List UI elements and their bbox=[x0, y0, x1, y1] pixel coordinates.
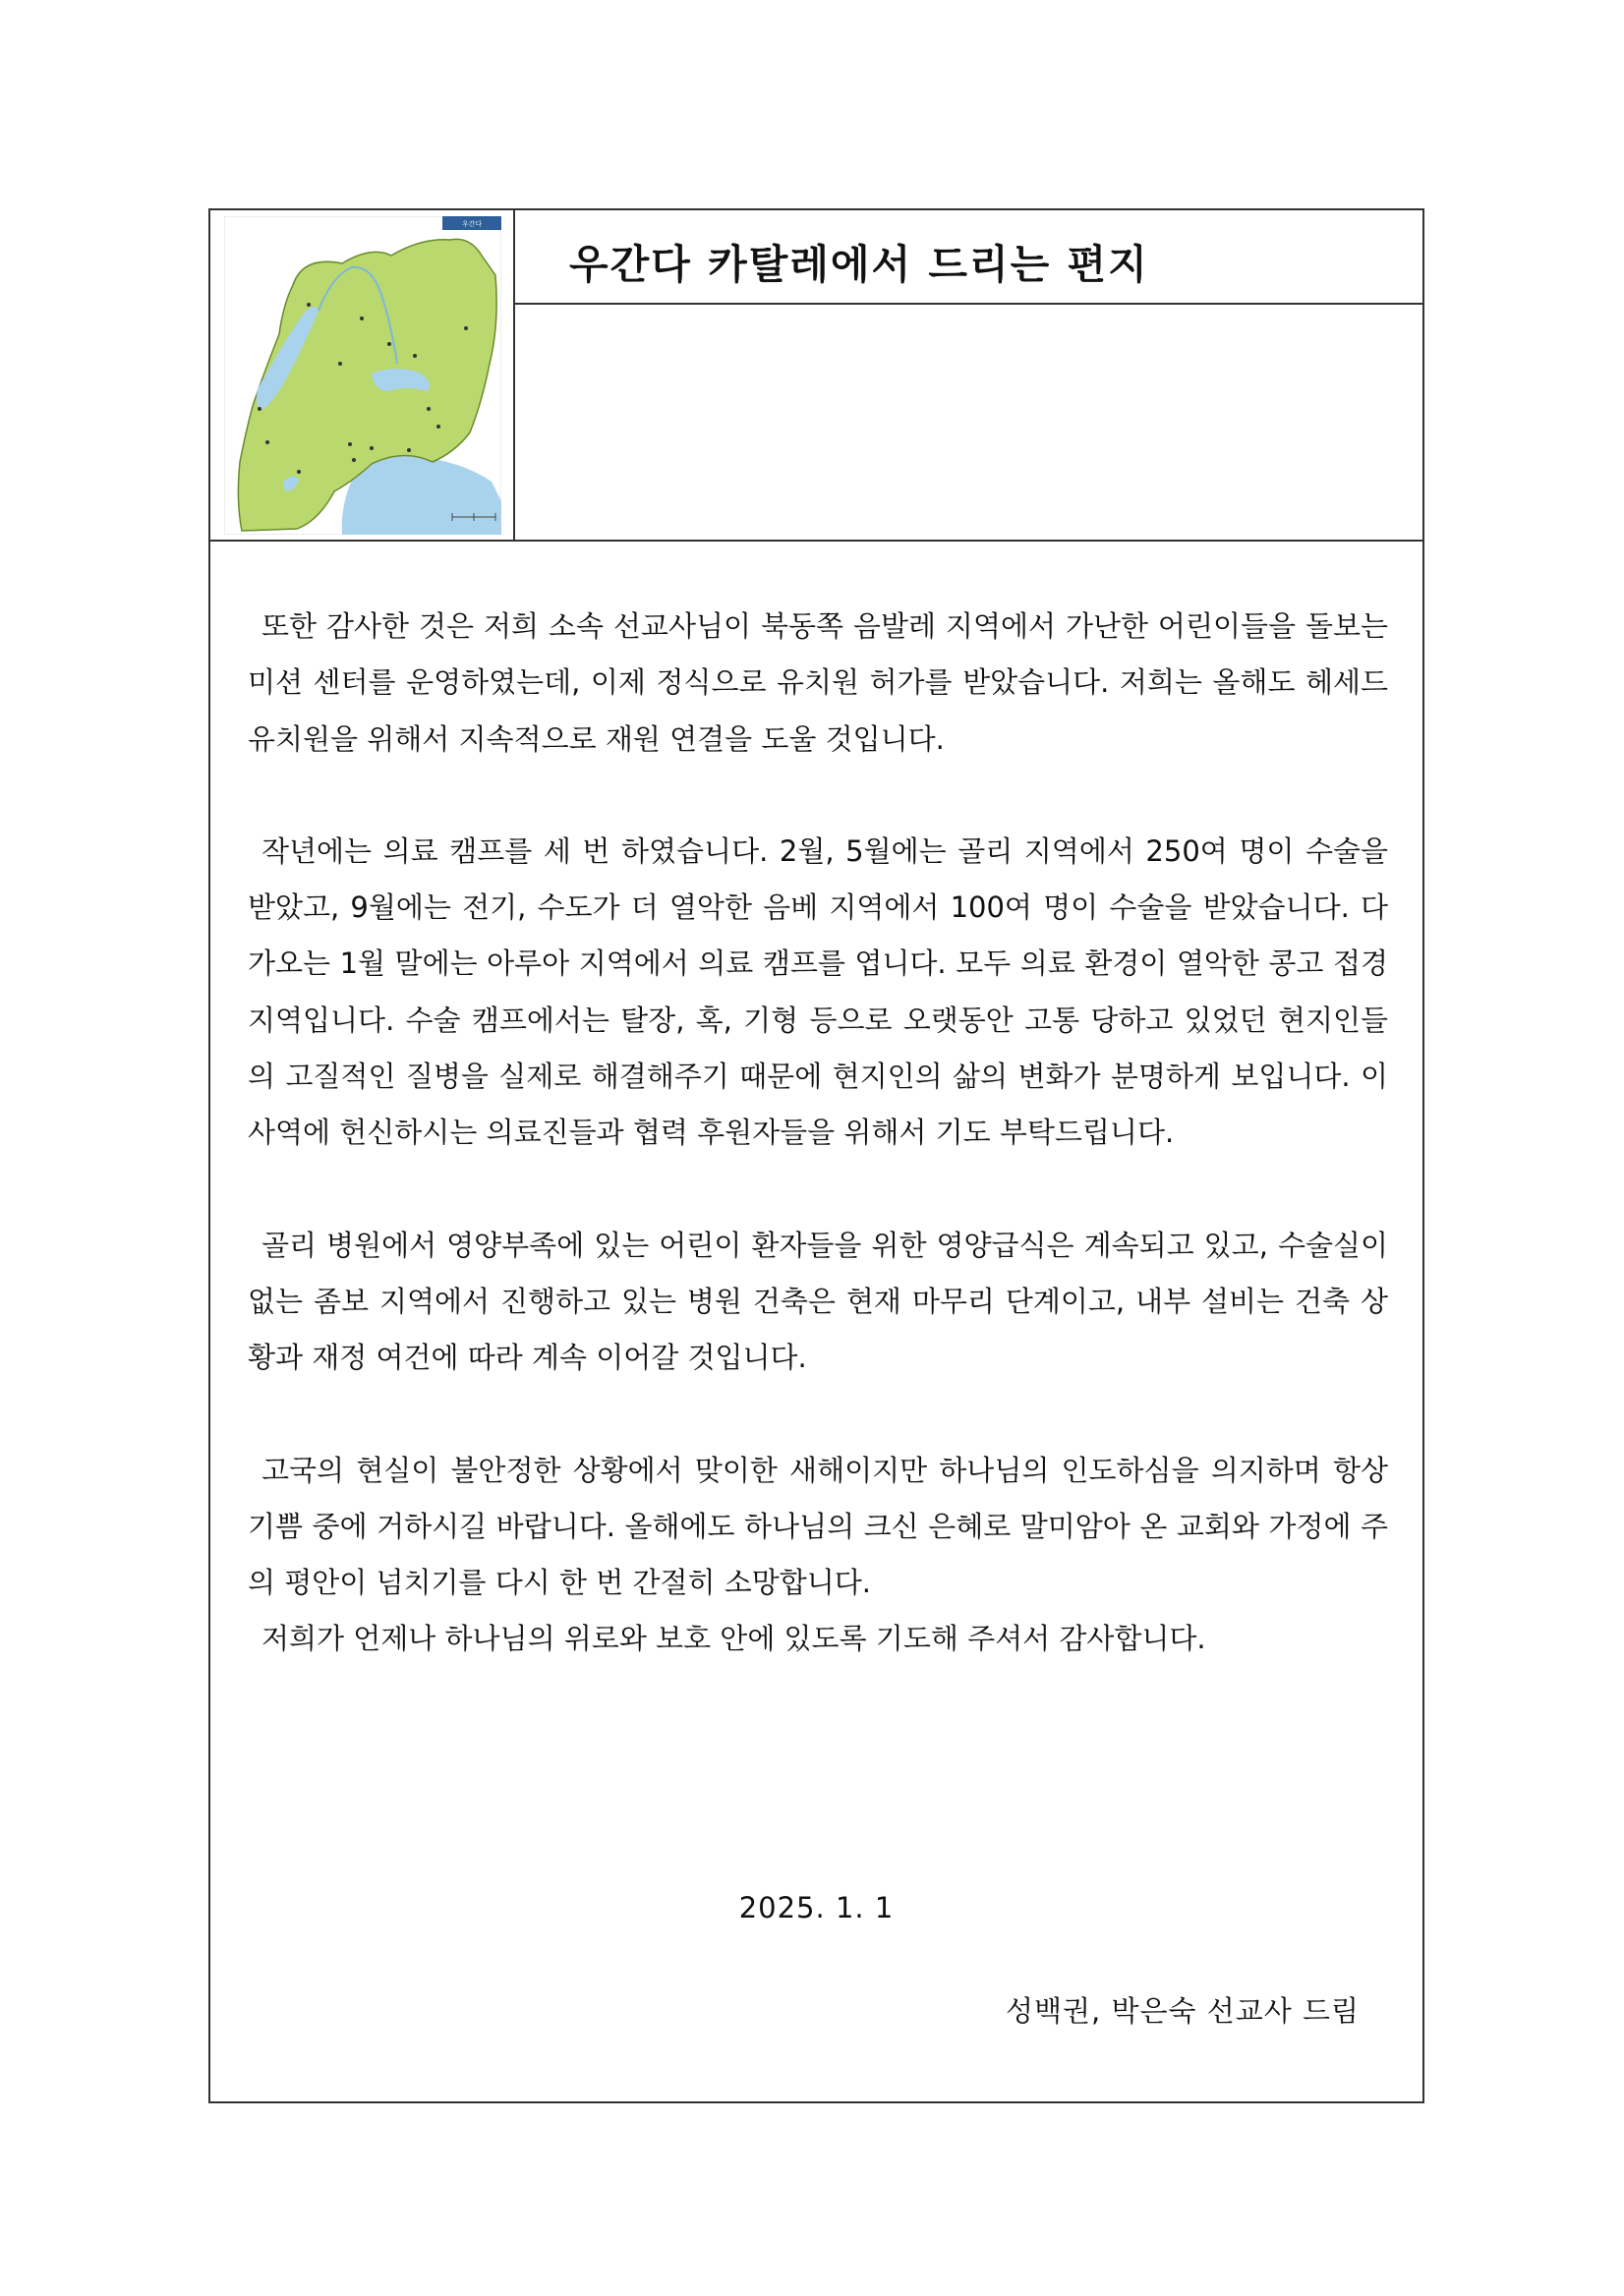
paragraph-5: 저희가 언제나 하나님의 위로와 보호 안에 있도록 기도해 주셔서 감사합니다. bbox=[261, 1622, 1206, 1656]
map-badge: 우간다 bbox=[461, 220, 483, 228]
letter-title: 우간다 카탈레에서 드리는 편지 bbox=[569, 241, 1149, 288]
letter-date: 2025. 1. 1 bbox=[738, 1891, 895, 1924]
paragraph-3: 골리 병원에서 영양부족에 있는 어린이 환자들을 위한 영양급식은 계속되고 있고, 수술실이 없는 좀보 지역에서 진행하고 있는 병원 건축은 현재 마무리 단계이고, 내부 설비는 건축 상황과 재정 여건에 따라 계속 이어갈 것입니다. bbox=[248, 1228, 1388, 1375]
map-cell bbox=[210, 210, 515, 540]
letter-frame bbox=[208, 208, 1424, 2103]
title-cell bbox=[515, 210, 1422, 305]
uganda-map-icon bbox=[224, 216, 501, 535]
letter-body bbox=[248, 599, 1388, 1668]
paragraph-1: 또한 감사한 것은 저희 소속 선교사님이 북동쪽 음발레 지역에서 가난한 어린이들을 돌보는 미션 센터를 운영하였는데, 이제 정식으로 유치원 허가를 받았습니다. 저희는 올해도 헤세드 유치원을 위해서 지속적으로 재원 연결을 도울 것입니다. bbox=[248, 609, 1388, 756]
paragraph-2: 작년에는 의료 캠프를 세 번 하였습니다. 2월, 5월에는 골리 지역에서 250여 명이 수술을 받았고, 9월에는 전기, 수도가 더 열악한 음베 지역에서 100여 명이 수술을 받았습니다. 다가오는 1월 말에는 아루아 지역에서 의료 캠프를 엽니다. 모두 의료 환경이 열악한 콩고 접경 지역입니다. 수술 캠프에서는 탈장, 혹, 기형 등으로 오랫동안 고통 당하고 있었던 현지인들의 고질적인 질병을 실제로 해결해주기 때문에 현지인의 삶의 변화가 분명하게 보입니다. 이 사역에 헌신하시는 의료진들과 협력 후원자들을 위해서 기도 부탁드립니다. bbox=[248, 833, 1388, 1150]
paragraph-4: 고국의 현실이 불안정한 상황에서 맞이한 새해이지만 하나님의 인도하심을 의지하며 항상 기쁨 중에 거하시길 바랍니다. 올해에도 하나님의 크신 은혜로 말미암아 온 교회와 가정에 주의 평안이 넘치기를 다시 한 번 간절히 소망합니다. bbox=[248, 1453, 1388, 1600]
letter-signature: 성백권, 박은숙 선교사 드림 bbox=[1005, 1994, 1360, 2028]
header-divider bbox=[210, 540, 1422, 542]
